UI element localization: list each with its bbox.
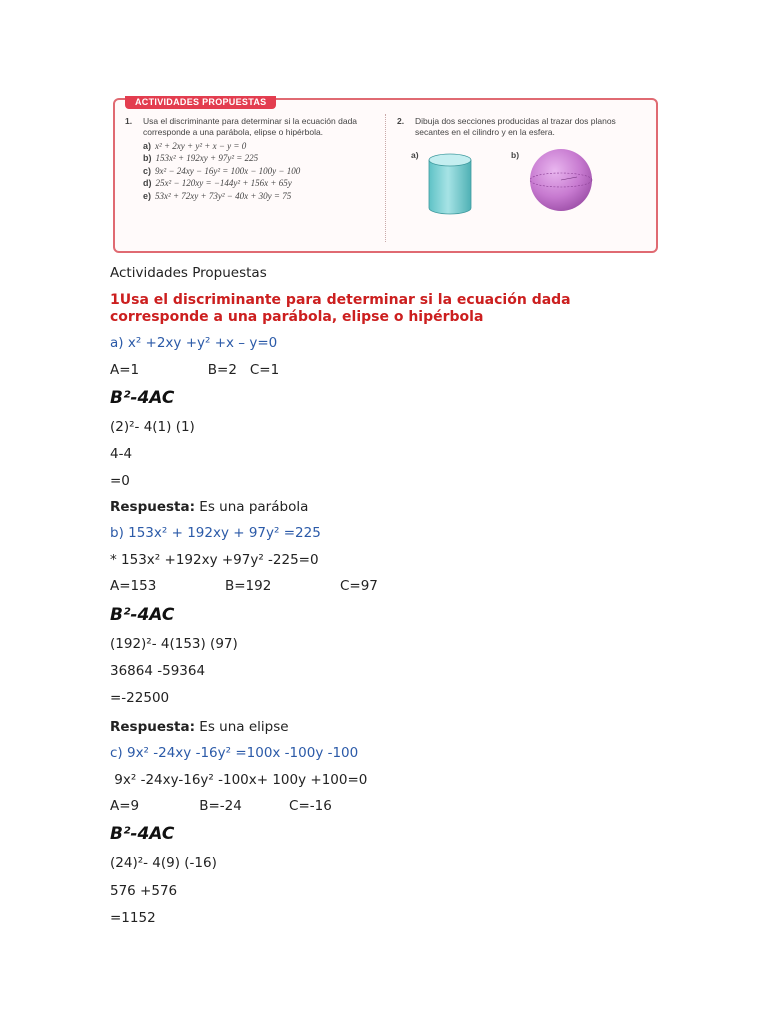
equation-b: b) 153x² + 192xy + 97y² =225: [110, 525, 321, 541]
result-b: =-22500: [110, 690, 170, 706]
substitution-a: (2)²- 4(1) (1): [110, 419, 195, 435]
equation-item: c) 9x² − 24xy − 16y² = 100x − 100y − 100: [143, 165, 301, 176]
normalized-equation-b: * 153x² +192xy +97y² -225=0: [110, 552, 319, 568]
coefficients-a: A=1 B=2 C=1: [110, 362, 280, 378]
equation-item: a) x² + 2xy + y² + x − y = 0: [143, 141, 247, 151]
discriminant-formula: B²-4AC: [110, 388, 175, 408]
normalized-equation-c: 9x² -24xy-16y² -100x+ 100y +100=0: [110, 772, 368, 788]
answer-label: Respuesta:: [110, 499, 196, 515]
sphere-illustration: [523, 148, 599, 214]
calculation-a: 4-4: [110, 446, 133, 462]
equation-list: [143, 140, 377, 202]
result-c: =1152: [110, 910, 156, 926]
question-1-title: 1Usa el discriminante para determinar si la ecuación dada corresponde a una parábola, elipse o hipérbola: [110, 292, 571, 325]
result-a: =0: [110, 473, 130, 489]
answer-a: [110, 499, 308, 515]
calculation-b: 36864 -59364: [110, 663, 206, 679]
discriminant-formula: B²-4AC: [110, 824, 175, 844]
answer-label: Respuesta:: [110, 719, 196, 735]
textbook-excerpt: [113, 98, 658, 253]
equation-item: e) 53x² + 72xy + 73y² − 40x + 30y = 75: [143, 190, 292, 201]
document-heading: Actividades Propuestas: [110, 265, 267, 281]
answer-text: Es una parábola: [195, 499, 309, 515]
question-1-block: [125, 116, 377, 202]
question-2-block: [397, 116, 647, 138]
substitution-c: (24)²- 4(9) (-16): [110, 855, 217, 871]
calculation-c: 576 +576: [110, 883, 178, 899]
section-tab: ACTIVIDADES PROPUESTAS: [125, 96, 276, 109]
equation-a: a) x² +2xy +y² +x – y=0: [110, 335, 278, 351]
answer-text: Es una elipse: [195, 719, 289, 735]
column-divider: [385, 114, 387, 242]
equation-item: b) 153x² + 192xy + 97y² = 225: [143, 153, 259, 164]
substitution-b: (192)²- 4(153) (97): [110, 636, 238, 652]
question-2-text: Dibuja dos secciones producidas al trazar dos planos secantes en el cilindro y en la esfera.: [415, 116, 616, 137]
question-1-text: Usa el discriminante para determinar si la ecuación dada corresponde a una parábola, elipse o hipérbola.: [143, 116, 358, 137]
coefficients-b: A=153 B=192 C=97: [110, 578, 378, 594]
cylinder-illustration: [425, 150, 475, 220]
figure-b-label: b): [511, 150, 520, 160]
figure-a-label: a): [411, 150, 419, 160]
answer-b: [110, 719, 289, 735]
equation-item: d) 25x² − 120xy = −144y² + 156x + 65y: [143, 178, 292, 189]
question-1-number: 1.: [125, 116, 133, 126]
discriminant-formula: B²-4AC: [110, 605, 175, 625]
question-2-number: 2.: [397, 116, 405, 126]
coefficients-c: A=9 B=-24 C=-16: [110, 798, 332, 814]
equation-c: c) 9x² -24xy -16y² =100x -100y -100: [110, 745, 359, 761]
